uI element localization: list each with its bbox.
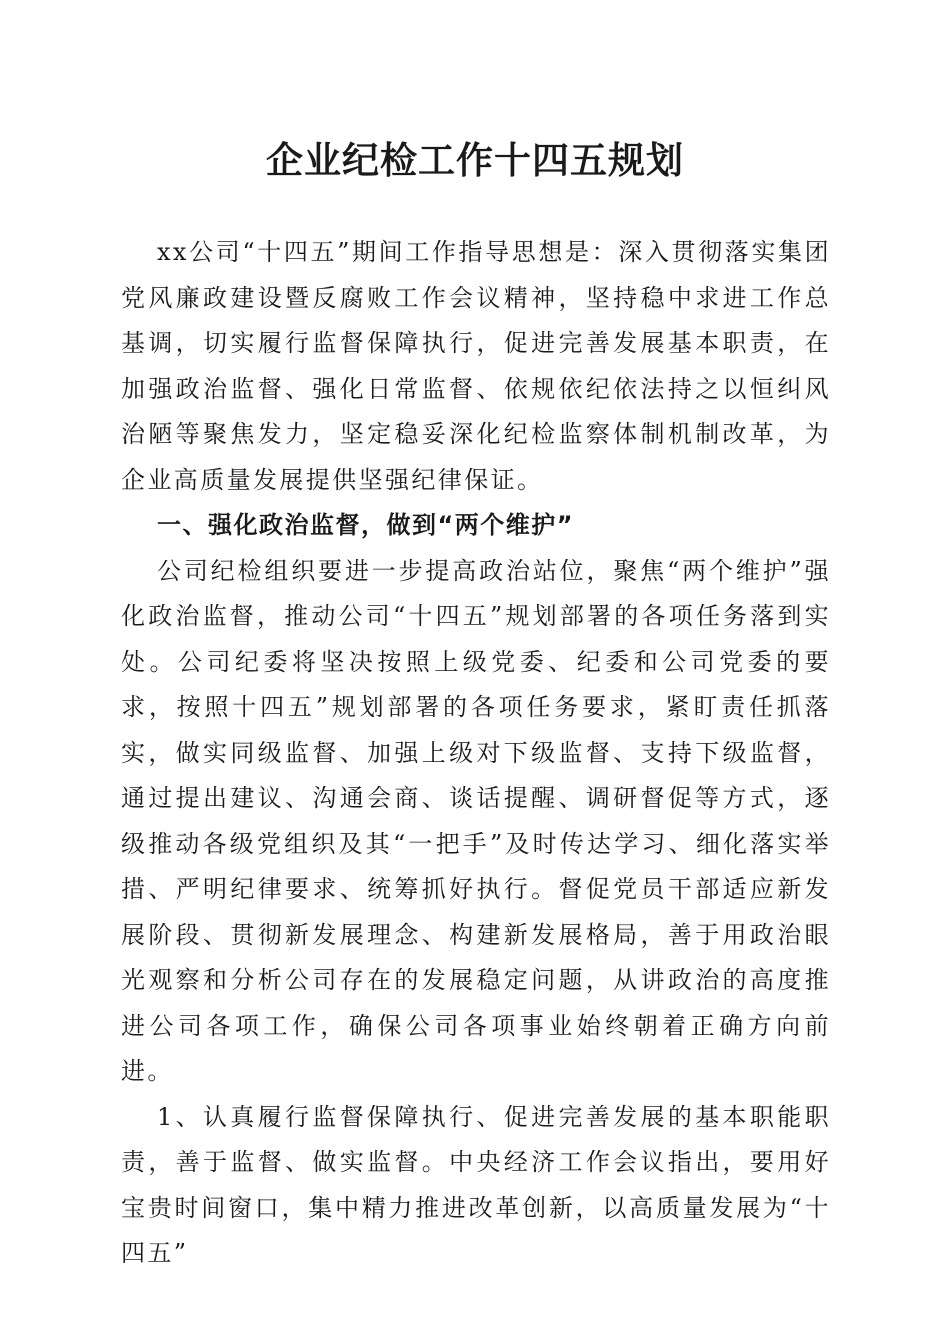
numbered-paragraph: 1、认真履行监督保障执行、促进完善发展的基本职能职责，善于监督、做实监督。中央经济工作会议指出，要用好宝贵时间窗口，集中精力推进改革创新，以高质量发展为“十四五”: [121, 1102, 831, 1267]
document-body: [121, 230, 831, 1277]
section-heading: 一、强化政治监督，做到“两个维护”: [157, 511, 575, 539]
section-paragraph: 公司纪检组织要进一步提高政治站位，聚焦“两个维护”强化政治监督，推动公司“十四五”规划部署的各项任务落到实处。公司纪委将坚决按照上级党委、纪委和公司党委的要求，按照十四五”规划部署的各项任务要求，紧盯责任抓落实，做实同级监督、加强上级对下级监督、支持下级监督，通过提出建议、沟通会商、谈话提醒、调研督促等方式，逐级推动各级党组织及其“一把手”及时传达学习、细化落实举措、严明纪律要求、统筹抓好执行。督促党员干部适应新发展阶段、贯彻新发展理念、构建新发展格局，善于用政治眼光观察和分析公司存在的发展稳定问题，从讲政治的高度推进公司各项工作，确保公司各项事业始终朝着正确方向前进。: [121, 556, 831, 1085]
document-title: 企业纪检工作十四五规划: [266, 138, 684, 182]
intro-paragraph: xx公司“十四五”期间工作指导思想是：深入贯彻落实集团党风廉政建设暨反腐败工作会议精神，坚持稳中求进工作总基调，切实履行监督保障执行，促进完善发展基本职责，在加强政治监督、强化日常监督、依规依纪依法持之以恒纠风治陋等聚焦发力，坚定稳妥深化纪检监察体制机制改革，为企业高质量发展提供坚强纪律保证。: [121, 238, 831, 494]
